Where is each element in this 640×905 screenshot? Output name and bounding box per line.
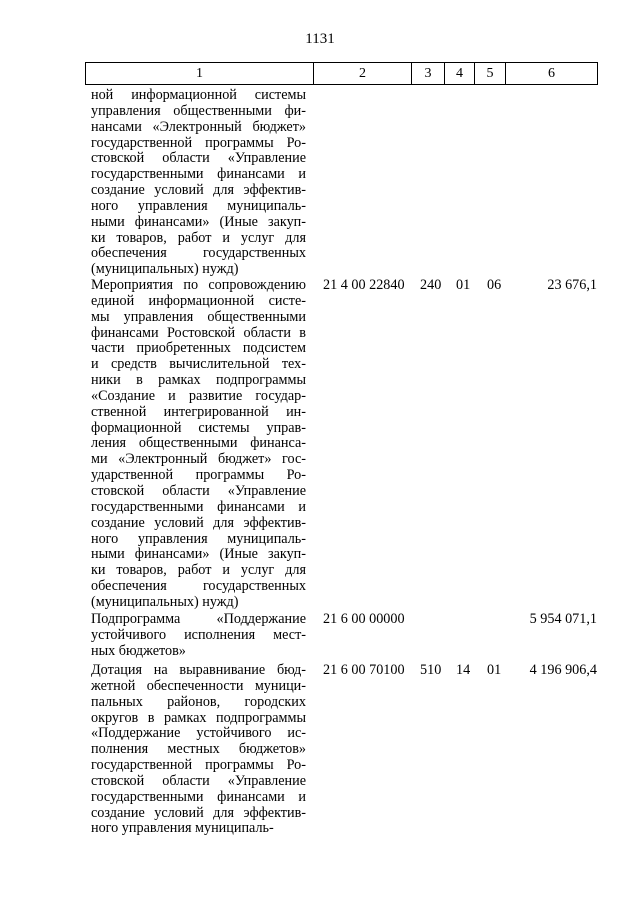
description-line: стовской области «Управление (91, 772, 306, 789)
row-expense-type: 240 (420, 277, 442, 293)
row-description (91, 278, 306, 611)
row-description (91, 612, 306, 660)
description-line: части приобретенных подсистем (91, 340, 306, 357)
description-line: округов в рамках подпрограммы (91, 709, 306, 726)
header-col-5: 5 (475, 63, 506, 85)
description-line: жетной обеспеченности муници- (91, 677, 306, 694)
description-line: ными финансами» (Иные закуп- (91, 546, 306, 563)
description-line: (муниципальных) нужд) (91, 593, 239, 610)
description-line: государственной программы Ро- (91, 134, 306, 151)
row-amount: 4 196 906,4 (529, 662, 597, 678)
description-line: единой информационной систе- (91, 292, 306, 309)
row-description (91, 663, 306, 837)
row-subsection: 06 (487, 277, 502, 293)
description-line: стовской области «Управление (91, 482, 306, 499)
row-section: 14 (456, 662, 471, 678)
row-subsection: 01 (487, 662, 502, 678)
description-line: обеспечения государственных (91, 578, 306, 595)
description-line: государственными финансами и (91, 166, 306, 183)
table-header-row (86, 63, 598, 85)
row-section: 01 (456, 277, 471, 293)
header-col-6: 6 (506, 63, 598, 85)
description-line: «Создание и развитие государ- (91, 387, 306, 404)
description-line: создание условий для эффектив- (91, 804, 306, 821)
page-number: 1131 (305, 31, 335, 47)
table-row (0, 663, 640, 837)
description-line: устойчивого исполнения мест- (91, 626, 306, 643)
description-line: создание условий для эффектив- (91, 182, 306, 199)
header-col-3: 3 (412, 63, 445, 85)
description-line: полнения местных бюджетов» (91, 741, 306, 758)
description-line: управления общественными фи- (91, 102, 306, 119)
description-line: государственными финансами и (91, 498, 306, 515)
header-col-4: 4 (445, 63, 475, 85)
row-code: 21 4 00 22840 (323, 277, 405, 293)
description-line: Дотация на выравнивание бюд- (91, 662, 306, 678)
row-amount: 23 676,1 (547, 277, 597, 293)
description-line: ки товаров, работ и услуг для (91, 562, 306, 579)
description-line: ления общественными финанса- (91, 435, 306, 452)
description-line: «Поддержание устойчивого ис- (91, 725, 306, 742)
description-line: ного управления муниципаль- (91, 820, 274, 837)
row-expense-type: 510 (420, 662, 442, 678)
description-line: ударственной программы Ро- (91, 467, 306, 484)
table-row (0, 278, 640, 611)
description-line: мы управления общественными (91, 308, 306, 325)
description-line: обеспечения государственных (91, 245, 306, 262)
row-code: 21 6 00 00000 (323, 611, 405, 627)
row-amount: 5 954 071,1 (529, 611, 597, 627)
description-line: государственной программы Ро- (91, 757, 306, 774)
description-line: нансами «Электронный бюджет» (91, 118, 306, 135)
header-col-2: 2 (314, 63, 412, 85)
description-line: ного управления муниципаль- (91, 530, 306, 547)
table-header (85, 62, 598, 85)
header-col-1: 1 (86, 63, 314, 85)
description-line: ми «Электронный бюджет» гос- (91, 451, 306, 468)
description-line: финансами Ростовской области в (91, 324, 306, 341)
row-code: 21 6 00 70100 (323, 662, 405, 678)
description-line: Мероприятия по сопровождению (91, 277, 306, 293)
table-row (0, 88, 640, 278)
description-line: ники в рамках подпрограммы (91, 372, 306, 389)
description-line: (муниципальных) нужд) (91, 261, 239, 278)
description-line: ственной интегрированной ин- (91, 403, 306, 420)
table-row (0, 612, 640, 660)
row-description (91, 88, 306, 278)
description-line: государственными финансами и (91, 788, 306, 805)
description-line: ными финансами» (Иные закуп- (91, 213, 306, 230)
description-line: ки товаров, работ и услуг для (91, 229, 306, 246)
description-line: пальных районов, городских (91, 693, 306, 710)
description-line: Подпрограмма «Поддержание (91, 611, 306, 627)
description-line: ного управления муниципаль- (91, 197, 306, 214)
description-line: ных бюджетов» (91, 642, 186, 659)
description-line: формационной системы управ- (91, 419, 306, 436)
description-line: стовской области «Управление (91, 150, 306, 167)
description-line: создание условий для эффектив- (91, 514, 306, 531)
description-line: и средств вычислительной тех- (91, 356, 306, 373)
description-line: ной информационной системы (91, 87, 306, 103)
